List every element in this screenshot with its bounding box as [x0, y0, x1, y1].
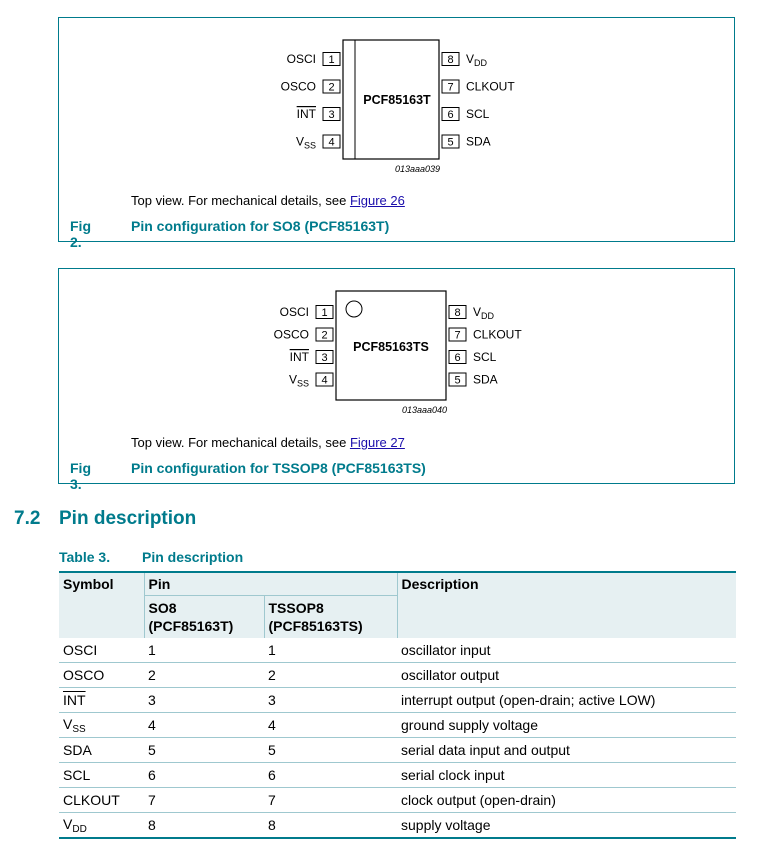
pin-description-table	[59, 571, 736, 839]
table-caption	[59, 549, 244, 565]
pin-number: 8	[447, 54, 454, 66]
table-row	[59, 763, 736, 788]
pinout-diagram-tssop8	[59, 269, 736, 485]
figure-3-note	[131, 435, 405, 450]
figure-code: 013aaa039	[394, 164, 440, 174]
figure-26-link[interactable]: Figure 26	[349, 193, 405, 208]
table-body	[59, 638, 736, 838]
pinout-diagram-so8	[59, 18, 736, 243]
note-text: Top view. For mechanical details, see	[131, 193, 350, 208]
pin-number: 7	[447, 81, 454, 94]
cell-symbol: $V_{DD}$	[59, 813, 144, 839]
table-row	[59, 638, 736, 663]
cell-symbol: OSCO	[59, 663, 144, 688]
cell-so8: 5	[144, 738, 264, 763]
pin-label: SDA	[466, 134, 491, 149]
figure-3-box	[58, 268, 735, 492]
cell-tssop8: 8	[264, 813, 397, 839]
pin-label: $V_{SS}$	[295, 134, 316, 151]
caption-text: Pin configuration for SO8 (PCF85163T)	[131, 218, 390, 234]
header-so8-line1: SO8	[148, 600, 177, 616]
pin-label: OSCO	[280, 79, 316, 94]
caption-text: Pin configuration for TSSOP8 (PCF85163TS)	[131, 460, 426, 476]
pin-number: 7	[454, 329, 461, 342]
pin-label: CLKOUT	[466, 79, 515, 94]
pin-label: SCL	[466, 107, 490, 121]
table-title: Pin description	[142, 549, 244, 565]
header-pin: Pin	[144, 572, 397, 596]
cell-tssop8: 4	[264, 713, 397, 738]
pin-label: INT	[289, 350, 309, 364]
pin-number: 6	[447, 109, 454, 121]
section-title: Pin description	[59, 508, 197, 529]
table-row	[59, 688, 736, 713]
header-so8-line2: (PCF85163T)	[148, 618, 234, 634]
pin-label: OSCI	[279, 305, 309, 319]
pin-label: SDA	[473, 372, 498, 387]
caption-number: Fig 3.	[70, 460, 91, 492]
note-text: Top view. For mechanical details, see	[131, 435, 350, 450]
table-row	[59, 713, 736, 738]
pin-number: 2	[321, 329, 328, 342]
table-row	[59, 813, 736, 839]
cell-symbol: SCL	[59, 763, 144, 788]
cell-so8: 1	[144, 638, 264, 663]
cell-description: ground supply voltage	[397, 713, 736, 738]
cell-tssop8: 3	[264, 688, 397, 713]
cell-so8: 8	[144, 813, 264, 839]
cell-symbol: $V_{SS}$	[59, 713, 144, 738]
chip-part-name: PCF85163TS	[353, 340, 429, 354]
pin-number: 5	[447, 136, 454, 149]
cell-tssop8: 7	[264, 788, 397, 813]
figure-2-box	[58, 17, 735, 250]
header-tssop8	[264, 596, 397, 639]
figure-code: 013aaa040	[401, 405, 447, 415]
cell-tssop8: 2	[264, 663, 397, 688]
caption-number: Fig 2.	[70, 218, 91, 250]
section-number: 7.2	[14, 508, 41, 529]
cell-description: interrupt output (open-drain; active LOW)	[397, 688, 736, 713]
pin-label: $V_{SS}$	[288, 372, 309, 389]
pin-number: 1	[328, 54, 335, 66]
pin-number: 8	[454, 307, 461, 319]
cell-symbol: $\overline{INT}$	[59, 688, 144, 713]
table-row	[59, 788, 736, 813]
cell-description: supply voltage	[397, 813, 736, 839]
table-number: Table 3.	[59, 549, 111, 565]
cell-so8: 6	[144, 763, 264, 788]
header-tssop8-line2: (PCF85163TS)	[268, 618, 363, 634]
pin-label: $V_{DD}$	[473, 305, 495, 321]
pin-label: INT	[296, 107, 316, 121]
pin-label: OSCI	[286, 52, 316, 66]
pin-label: $V_{DD}$	[466, 52, 488, 68]
pin-number: 1	[321, 307, 328, 319]
cell-description: clock output (open-drain)	[397, 788, 736, 813]
header-so8	[144, 596, 264, 639]
cell-symbol: SDA	[59, 738, 144, 763]
cell-so8: 4	[144, 713, 264, 738]
chip-part-name: PCF85163T	[363, 93, 431, 107]
cell-tssop8: 6	[264, 763, 397, 788]
cell-description: serial data input and output	[397, 738, 736, 763]
pin-number: 3	[321, 352, 328, 364]
pin-number: 4	[328, 136, 335, 149]
cell-symbol: OSCI	[59, 638, 144, 663]
cell-so8: 3	[144, 688, 264, 713]
cell-description: serial clock input	[397, 763, 736, 788]
cell-tssop8: 1	[264, 638, 397, 663]
pin-label: OSCO	[273, 327, 309, 342]
pin-label: CLKOUT	[473, 327, 522, 342]
pin-number: 4	[321, 374, 328, 387]
header-description: Description	[397, 572, 736, 638]
pin-number: 3	[328, 109, 335, 121]
cell-so8: 7	[144, 788, 264, 813]
cell-tssop8: 5	[264, 738, 397, 763]
cell-symbol: CLKOUT	[59, 788, 144, 813]
cell-description: oscillator output	[397, 663, 736, 688]
header-symbol: Symbol	[59, 572, 144, 638]
table-row	[59, 663, 736, 688]
pin-number: 2	[328, 81, 335, 94]
header-tssop8-line1: TSSOP8	[268, 600, 324, 616]
table-row	[59, 738, 736, 763]
figure-27-link[interactable]: Figure 27	[349, 435, 405, 450]
cell-so8: 2	[144, 663, 264, 688]
pin-number: 5	[454, 374, 461, 387]
pin-number: 6	[454, 352, 461, 364]
cell-description: oscillator input	[397, 638, 736, 663]
figure-2-note	[131, 193, 405, 208]
pin-label: SCL	[473, 350, 497, 364]
